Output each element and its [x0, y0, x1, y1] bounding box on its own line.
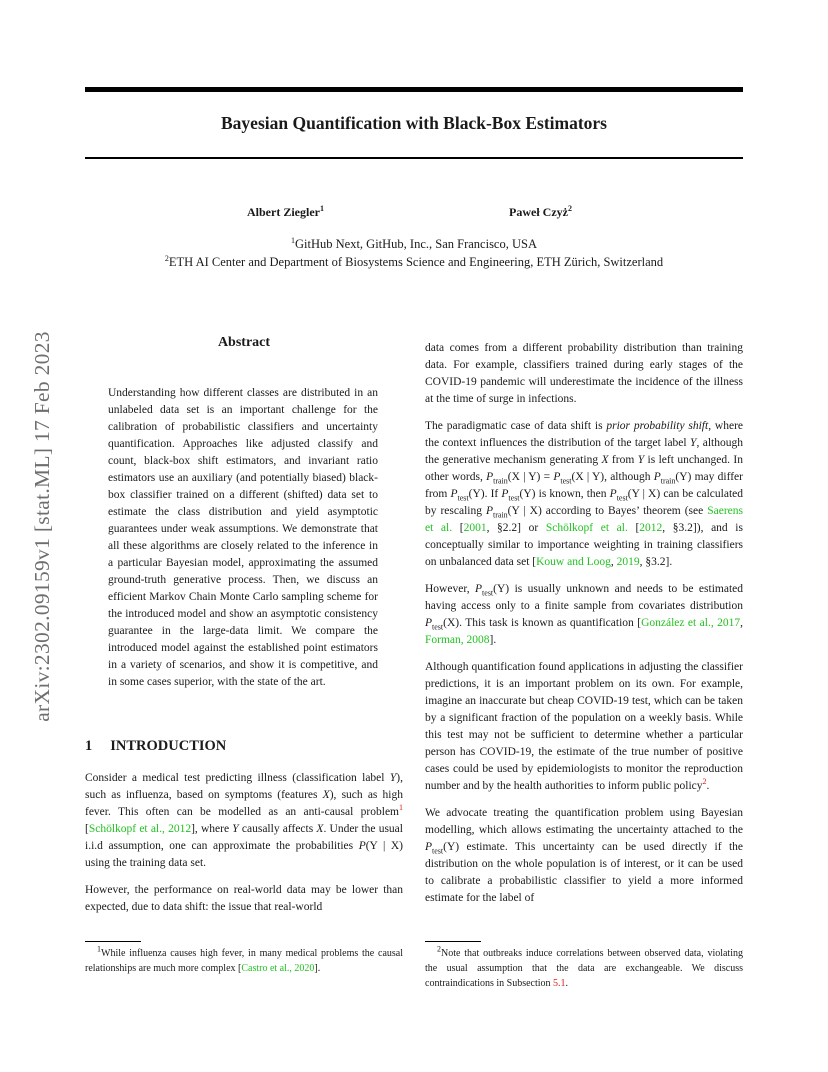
section-heading-introduction — [85, 738, 226, 755]
subsection-ref-5-1[interactable]: 5.1 — [553, 978, 566, 989]
arxiv-stamp-text: arXiv:2302.09159v1 [stat.ML] 17 Feb 2023 — [29, 331, 54, 722]
abstract-body — [108, 385, 378, 701]
arxiv-stamp — [27, 283, 57, 770]
affiliation-2-mark: 2 — [164, 253, 169, 263]
left-column-body — [85, 770, 403, 926]
paper-title: Bayesian Quantification with Black-Box Estimators — [221, 113, 607, 133]
affiliation-1 — [85, 237, 743, 252]
citation-scholkopf[interactable]: Schölkopf et al. — [545, 522, 628, 534]
intro-paragraph-5: However, $P_{test}(Y)$ is usually unknown and needs to be estimated having access only to a finite sample from covariates distribution $P_{test}(X)$. This task is known as quantification [González et al., 2017, Forman, 2008]. — [425, 583, 744, 646]
abstract-heading: Abstract — [217, 335, 271, 350]
footnote-rule-right — [425, 941, 481, 942]
author-1-affil-mark: 1 — [319, 204, 324, 213]
citation-kouw-loog[interactable]: Kouw and Loog — [536, 556, 611, 568]
intro-paragraph-4: The paradigmatic case of data shift is prior probability shift, where the context influences the distribution of the target label Y, although the generative mechanism generating X from Y is left unchanged. In other words, $P_{train}(X$ | $Y) = P_{test}(X$ | Y), although $P_{train}(Y)$ may differ from $P_{test}(Y)$. If $P_{test}(Y)$ is known, then $P_{test}(Y$ | X) can be calculated by rescaling $P_{train}(Y$ | X) according to Bayes’ theorem (see Saerens et al. [2001, §2.2] or Schölkopf et al. [2012, §3.2]), and is conceptually similar to importance weighting in training classifiers on unbalanced data set [Kouw and Loog, 2019, §3.2]. — [425, 420, 744, 568]
citation-scholkopf-2012b[interactable]: 2012 — [639, 522, 663, 534]
citation-kouw-loog-2019[interactable]: 2019 — [616, 556, 640, 568]
affiliation-1-text: GitHub Next, GitHub, Inc., San Francisco, USA — [295, 237, 537, 251]
title-rule-bottom — [85, 157, 743, 159]
right-column-body — [425, 340, 743, 917]
affiliation-2-text: ETH AI Center and Department of Biosystems Science and Engineering, ETH Zürich, Switzerland — [168, 255, 664, 269]
footnote-1-mark[interactable]: 1 — [399, 803, 403, 813]
author-1 — [247, 205, 324, 220]
section-number: 1 — [85, 738, 93, 754]
author-1-name: Albert Ziegler — [247, 205, 320, 219]
intro-paragraph-2: However, the performance on real-world data may be lower than expected, due to data shift: the issue that real-world — [85, 884, 403, 913]
intro-paragraph-1: Consider a medical test predicting illness (classification label Y), such as influenza, based on symptoms (features X), such as high fever. This often can be modelled as an anti-causal problem$^1$ [Schölkopf et al., 2012], where Y causally affects X. Under the usual i.i.d assumption, one can approximate the probabilities P(Y | X) using the training data set. — [85, 772, 404, 869]
intro-paragraph-3: data comes from a different probability distribution than training data. For example, classifiers trained during early stages of the COVID-19 pandemic will underestimate the incidence of the illness at the time of surge in infections. — [425, 342, 743, 405]
section-title: INTRODUCTION — [110, 738, 227, 754]
citation-scholkopf-2012[interactable]: Schölkopf et al., 2012 — [88, 823, 192, 835]
title-rule-top — [85, 87, 743, 92]
intro-paragraph-6: Although quantification found applications in adjusting the classifier predictions, it is an important problem on its own. For example, imagine an inaccurate but cheap COVID-19 test, which can be taken by a significant fraction of the population on a weekly basis. While this test may not be sufficient to determine whether a particular person has COVID-19, the estimate of the true number of positive cases could be used by epidemiologists to monitor the reproduction number and by the health authorities to inform public policy$^2$. — [425, 661, 743, 792]
citation-saerens-2001[interactable]: 2001 — [463, 522, 487, 534]
author-2 — [509, 205, 572, 220]
author-2-name: Paweł Czyż — [509, 205, 568, 219]
citation-castro-2020[interactable]: Castro et al., 2020 — [241, 963, 315, 974]
affiliation-1-mark: 1 — [291, 235, 295, 245]
footnote-1: $^1$While influenza causes high fever, in many medical problems the causal relationships are much more complex [Castro et al., 2020]. — [85, 944, 403, 974]
intro-paragraph-7: We advocate treating the quantification problem using Bayesian modelling, which allows estimating the uncertainty attached to the $P_{test}(Y)$ estimate. This uncertainty can be used directly if the distribution on the whole population is of interest, or it can be used to calibrate a probabilistic classifier to yield a more informed estimate for the label of — [425, 807, 743, 904]
footnote-2: $^2$Note that outbreaks induce correlations between observed data, violating the usual assumption that the data are exchangeable. We discuss contraindications in Subsection 5.1. — [425, 944, 743, 989]
footnote-rule-left — [85, 941, 141, 942]
footnote-2-mark[interactable]: 2 — [702, 777, 707, 787]
citation-saerens[interactable]: Saerens et al. — [425, 505, 743, 534]
author-2-affil-mark: 2 — [567, 204, 572, 213]
citation-forman-2008[interactable]: Forman, 2008 — [425, 634, 490, 646]
affiliation-2 — [85, 255, 743, 270]
abstract-text: Understanding how different classes are distributed in an unlabeled data set is an important challenge for the calibration of probabilistic classifiers and uncertainty quantification. Approaches like adjusted classify and count, black-box shift estimators, and invariant ratio estimators use an auxiliary (and potentially biased) black-box classifier trained on a different (shifted) data set to estimate the class distribution and yield asymptotic guarantees under weak assumptions. We demonstrate that all these algorithms are closely related to the inference in a particular Bayesian model, approximating the assumed ground-truth generative process. Then, we discuss an efficient Markov Chain Monte Carlo sampling scheme for the introduced model and show an asymptotic consistency guarantee in the large-data limit. We compare the introduced model against the established point estimators in a variety of scenarios, and show it is competitive, and in some cases superior, with the state of the art. — [108, 387, 378, 688]
citation-gonzalez-2017[interactable]: González et al., 2017 — [641, 617, 741, 629]
